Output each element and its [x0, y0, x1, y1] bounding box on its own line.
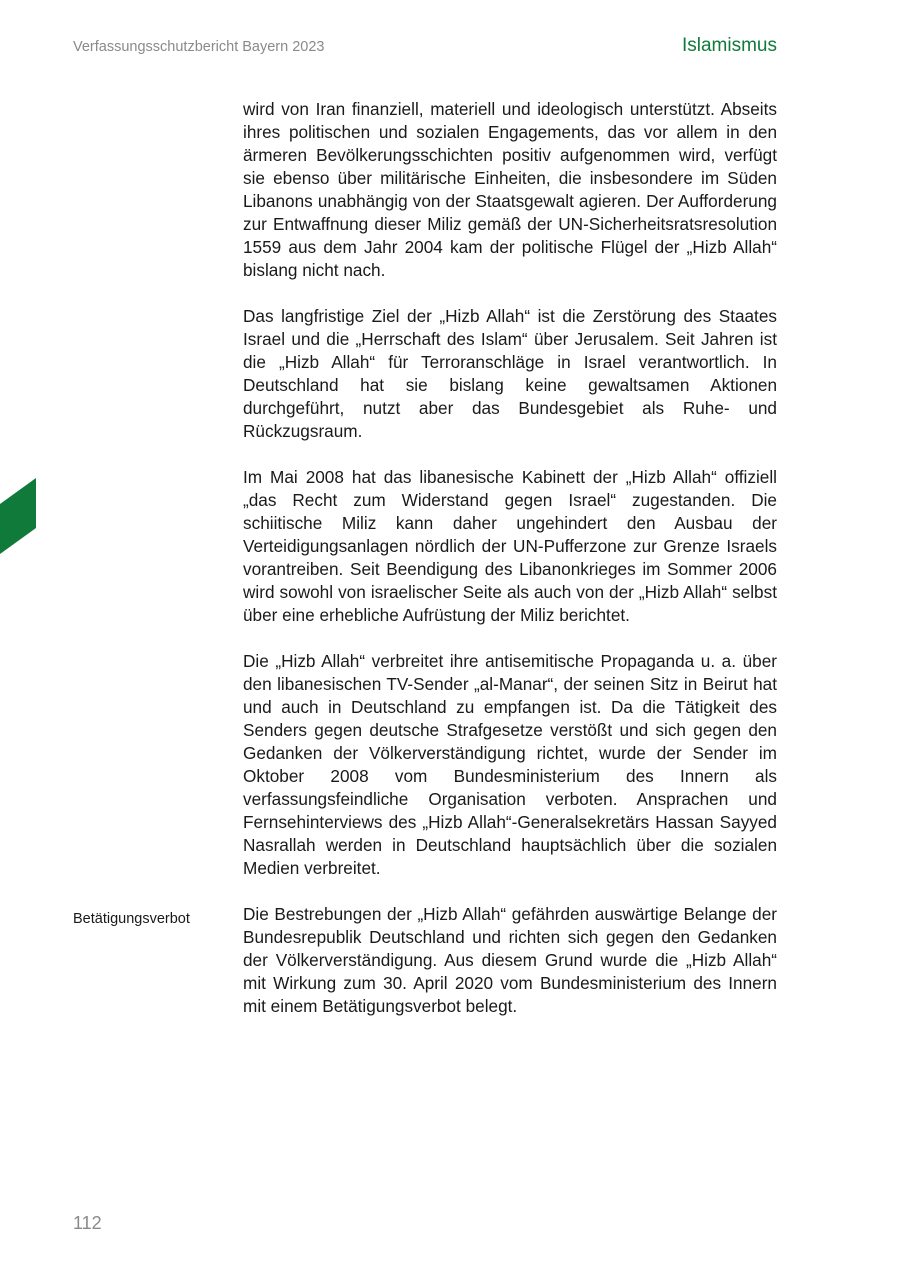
page-number: 112 — [73, 1213, 102, 1233]
report-title: Verfassungsschutzbericht Bayern 2023 — [73, 39, 325, 55]
paragraph-1: wird von Iran finanziell, materiell und ideologisch unterstützt. Abseits ihres politischen und sozialen Engagements, das vor allem in den ärmeren Bevölkerungsschichten positiv aufgenommen wird, verfügt sie ebenso über militärische Einheiten, die insbesondere im Süden Libanons unabhängig von der Staatsgewalt agieren. Der Aufforderung zur Entwaffnung dieser Miliz gemäß der UN-Sicherheitsratsresolution 1559 aus dem Jahr 2004 kam der politische Flügel der „Hizb Allah“ bislang nicht nach. — [243, 99, 777, 280]
paragraph-3: Im Mai 2008 hat das libanesische Kabinett der „Hizb Allah“ offiziell „das Recht zum Widerstand gegen Israel“ zugestanden. Die schiitische Miliz kann daher ungehindert den Ausbau der Verteidigungsanlagen nördlich der UN-Pufferzone zur Grenze Israels vorantreiben. Seit Beendigung des Libanonkrieges im Sommer 2006 wird sowohl von israelischer Seite als auch von der „Hizb Allah“ selbst über eine erhebliche Aufrüstung der Miliz berichtet. — [243, 467, 777, 625]
main-text-column — [243, 98, 777, 1041]
section-title: Islamismus — [681, 35, 777, 56]
margin-note: Betätigungsverbot — [73, 911, 190, 927]
paragraph-5: Die Bestrebungen der „Hizb Allah“ gefährden auswärtige Belange der Bundesrepublik Deutschland und richten sich gegen den Gedanken der Völkerverständigung. Aus diesem Grund wurde die „Hizb Allah“ mit Wirkung zum 30. April 2020 vom Bundesministerium des Innern mit einem Betätigungsverbot belegt. — [243, 904, 777, 1016]
paragraph-2: Das langfristige Ziel der „Hizb Allah“ ist die Zerstörung des Staates Israel und die „Herrschaft des Islam“ über Jerusalem. Seit Jahren ist die „Hizb Allah“ für Terroranschläge in Israel verantwortlich. In Deutschland hat sie bislang keine gewaltsamen Aktionen durchgeführt, nutzt aber das Bundesgebiet als Ruhe- und Rückzugsraum. — [243, 306, 777, 441]
section-tab-marker — [0, 478, 36, 554]
paragraph-4: Die „Hizb Allah“ verbreitet ihre antisemitische Propaganda u. a. über den libanesischen TV-Sender „al-Manar“, der seinen Sitz in Beirut hat und auch in Deutschland zu empfangen ist. Da die Tätigkeit des Senders gegen deutsche Strafgesetze verstößt und sich gegen den Gedanken der Völkerverständigung richtet, wurde der Sender im Oktober 2008 vom Bundesministerium des Innern als verfassungsfeindliche Organisation verboten. Ansprachen und Fernsehinterviews des „Hizb Allah“-Generalsekretärs Hassan Sayyed Nasrallah werden in Deutschland hauptsächlich über die sozialen Medien verbreitet. — [243, 651, 777, 878]
